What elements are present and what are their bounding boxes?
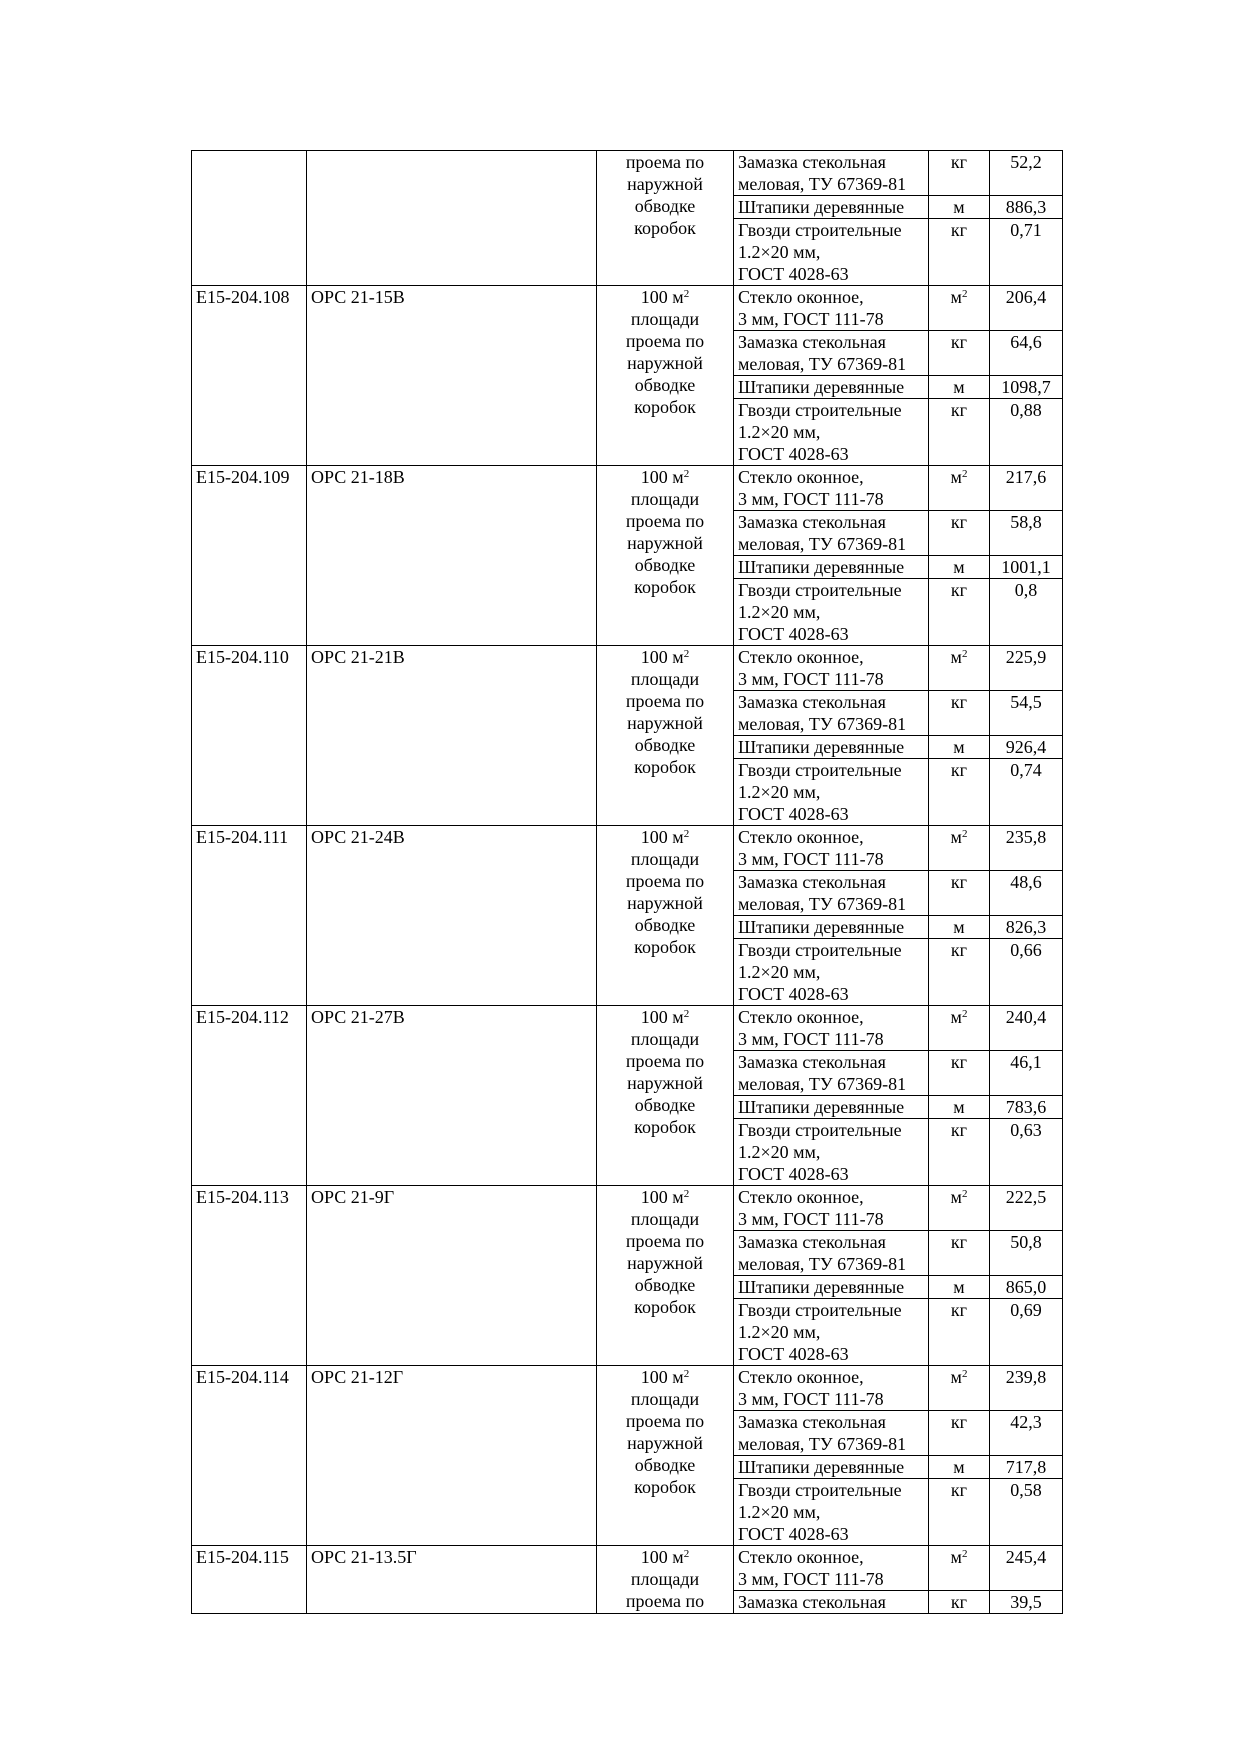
material-name-cell-line: 3 мм, ГОСТ 111-78 xyxy=(738,1029,884,1049)
norm-name-cell: ОРС 21-18В xyxy=(307,466,597,646)
superscript-two: 2 xyxy=(683,288,690,300)
material-uom-cell: кг xyxy=(929,399,990,466)
material-name-cell xyxy=(734,1366,929,1411)
measure-unit-cell-line: проема по xyxy=(625,1591,705,1611)
material-name-cell xyxy=(734,826,929,871)
material-uom-cell: кг xyxy=(929,1231,990,1276)
material-value-cell: 50,8 xyxy=(990,1231,1063,1276)
material-uom-cell: $м^2$ xyxy=(929,1546,990,1591)
measure-unit-cell-line: площади xyxy=(630,849,700,869)
norm-name-cell: ОРС 21-27В xyxy=(307,1006,597,1186)
material-uom-cell: $м^2$ xyxy=(929,1006,990,1051)
material-name-cell xyxy=(734,1096,929,1119)
measure-unit-cell-line: площади xyxy=(630,669,700,689)
superscript-two: 2 xyxy=(961,1008,968,1020)
superscript-two: 2 xyxy=(683,1548,690,1560)
material-uom-cell: м xyxy=(929,736,990,759)
material-name-cell-line: Стекло оконное, xyxy=(738,1367,864,1387)
material-name-cell xyxy=(734,1006,929,1051)
material-name-cell-line: Замазка стекольная xyxy=(738,152,886,172)
material-name-cell-line: ГОСТ 4028-63 xyxy=(738,624,849,644)
superscript-two: 2 xyxy=(683,828,690,840)
material-name-cell-line: 3 мм, ГОСТ 111-78 xyxy=(738,1569,884,1589)
material-name-cell-line: Стекло оконное, xyxy=(738,647,864,667)
material-name-cell-line: Стекло оконное, xyxy=(738,1547,864,1567)
measure-unit-cell-line: проема по xyxy=(625,691,705,711)
material-name-cell-line: Гвозди строительные xyxy=(738,220,902,240)
norm-code-cell: Е15-204.115 xyxy=(192,1546,307,1614)
measure-unit-cell-line: площади xyxy=(630,1029,700,1049)
material-name-cell-line: Гвозди строительные xyxy=(738,940,902,960)
material-name-cell-line: Замазка стекольная xyxy=(738,512,886,532)
material-uom-cell: кг xyxy=(929,939,990,1006)
material-name-cell-line: 3 мм, ГОСТ 111-78 xyxy=(738,489,884,509)
measure-unit-cell-line: обводке xyxy=(634,915,696,935)
measure-unit-cell-line: проема по xyxy=(625,331,705,351)
material-name-cell xyxy=(734,399,929,466)
material-name-cell-line: Штапики деревянные xyxy=(738,1097,905,1117)
measure-unit-cell-line: 100 $м^2$ xyxy=(640,1007,690,1027)
material-value-cell: 0,74 xyxy=(990,759,1063,826)
material-value-cell: 926,4 xyxy=(990,736,1063,759)
material-uom-cell: $м^2$ xyxy=(929,1366,990,1411)
material-uom-cell: $м^2$ xyxy=(929,286,990,331)
material-name-cell-line: Замазка стекольная xyxy=(738,1052,886,1072)
material-value-cell: 225,9 xyxy=(990,646,1063,691)
material-name-cell-line: 3 мм, ГОСТ 111-78 xyxy=(738,849,884,869)
norm-code-cell: Е15-204.110 xyxy=(192,646,307,826)
material-name-cell-line: 1.2×20 мм, xyxy=(738,602,821,622)
material-name-cell-line: 3 мм, ГОСТ 111-78 xyxy=(738,1389,884,1409)
material-name-cell-line: 3 мм, ГОСТ 111-78 xyxy=(738,1209,884,1229)
material-uom-cell: кг xyxy=(929,1479,990,1546)
material-uom-cell: кг xyxy=(929,759,990,826)
measure-unit-cell-line: 100 $м^2$ xyxy=(640,1547,690,1567)
norm-code-cell: Е15-204.112 xyxy=(192,1006,307,1186)
measure-unit-cell xyxy=(597,466,734,646)
material-name-cell xyxy=(734,871,929,916)
material-name-cell-line: Штапики деревянные xyxy=(738,917,905,937)
material-name-cell-line: Гвозди строительные xyxy=(738,400,902,420)
measure-unit-cell-line: наружной xyxy=(627,174,703,194)
measure-unit-cell xyxy=(597,826,734,1006)
material-name-cell-line: Замазка стекольная xyxy=(738,872,886,892)
material-name-cell-line: Стекло оконное, xyxy=(738,467,864,487)
material-value-cell: 239,8 xyxy=(990,1366,1063,1411)
material-name-cell: Замазка стекольная xyxy=(734,1591,929,1614)
material-name-cell-line: Гвозди строительные xyxy=(738,1480,902,1500)
material-name-cell-line: 1.2×20 мм, xyxy=(738,422,821,442)
measure-unit-cell-line: коробок xyxy=(634,397,696,417)
superscript-two: 2 xyxy=(683,1008,690,1020)
material-uom-cell: м xyxy=(929,1096,990,1119)
material-name-cell-line: Штапики деревянные xyxy=(738,1457,905,1477)
material-name-cell xyxy=(734,646,929,691)
norm-code-cell: Е15-204.111 xyxy=(192,826,307,1006)
measure-unit-cell-line: обводке xyxy=(634,735,696,755)
material-value-cell: 865,0 xyxy=(990,1276,1063,1299)
material-uom-cell: кг xyxy=(929,1299,990,1366)
material-uom-cell: кг xyxy=(929,151,990,196)
material-value-cell: 826,3 xyxy=(990,916,1063,939)
measure-unit-cell-line: 100 $м^2$ xyxy=(640,467,690,487)
norm-name-cell xyxy=(307,151,597,286)
measure-unit-cell-line: обводке xyxy=(634,375,696,395)
measure-unit-cell-line: наружной xyxy=(627,533,703,553)
norm-name-cell: ОРС 21-21В xyxy=(307,646,597,826)
measure-unit-cell-line: площади xyxy=(630,309,700,329)
material-value-cell: 783,6 xyxy=(990,1096,1063,1119)
measure-unit-cell-line: проема по xyxy=(625,1411,705,1431)
superscript-two: 2 xyxy=(961,288,968,300)
material-name-cell-line: меловая, ТУ 67369-81 xyxy=(738,174,907,194)
measure-unit-cell-line: коробок xyxy=(634,1297,696,1317)
norm-code-cell xyxy=(192,151,307,286)
material-name-cell xyxy=(734,1299,929,1366)
material-name-cell xyxy=(734,556,929,579)
material-name-cell xyxy=(734,1119,929,1186)
measure-unit-cell-line: коробок xyxy=(634,757,696,777)
measure-unit-cell-line: проема по xyxy=(625,1231,705,1251)
material-uom-cell: кг xyxy=(929,1119,990,1186)
table-row xyxy=(192,466,1063,511)
norm-code-cell: Е15-204.114 xyxy=(192,1366,307,1546)
material-name-cell-line: Штапики деревянные xyxy=(738,737,905,757)
material-name-cell-line: меловая, ТУ 67369-81 xyxy=(738,1074,907,1094)
material-value-cell: 64,6 xyxy=(990,331,1063,376)
superscript-two: 2 xyxy=(961,648,968,660)
superscript-two: 2 xyxy=(961,828,968,840)
material-name-cell-line: 1.2×20 мм, xyxy=(738,1142,821,1162)
measure-unit-cell-line: обводке xyxy=(634,1455,696,1475)
material-value-cell: 0,69 xyxy=(990,1299,1063,1366)
material-name-cell xyxy=(734,1411,929,1456)
material-value-cell: 245,4 xyxy=(990,1546,1063,1591)
superscript-two: 2 xyxy=(683,1368,690,1380)
norm-name-cell: ОРС 21-9Г xyxy=(307,1186,597,1366)
material-name-cell-line: меловая, ТУ 67369-81 xyxy=(738,714,907,734)
material-name-cell-line: Замазка стекольная xyxy=(738,692,886,712)
norm-name-cell: ОРС 21-15В xyxy=(307,286,597,466)
measure-unit-cell xyxy=(597,1546,734,1614)
material-name-cell-line: ГОСТ 4028-63 xyxy=(738,1164,849,1184)
measure-unit-cell-line: проема по xyxy=(625,871,705,891)
material-uom-cell: кг xyxy=(929,511,990,556)
norm-code-cell: Е15-204.113 xyxy=(192,1186,307,1366)
material-name-cell-line: Замазка стекольная xyxy=(738,1232,886,1252)
material-name-cell-line: ГОСТ 4028-63 xyxy=(738,444,849,464)
material-value-cell: 42,3 xyxy=(990,1411,1063,1456)
material-name-cell-line: Гвозди строительные xyxy=(738,1120,902,1140)
material-value-cell: 39,5 xyxy=(990,1591,1063,1614)
measure-unit-cell-line: проема по xyxy=(625,511,705,531)
material-name-cell-line: Замазка стекольная xyxy=(738,1412,886,1432)
measure-unit-cell-line: коробок xyxy=(634,577,696,597)
material-name-cell-line: ГОСТ 4028-63 xyxy=(738,264,849,284)
measure-unit-cell-line: обводке xyxy=(634,196,696,216)
measure-unit-cell-line: 100 $м^2$ xyxy=(640,1367,690,1387)
material-value-cell: 1001,1 xyxy=(990,556,1063,579)
material-uom-cell: $м^2$ xyxy=(929,826,990,871)
material-name-cell xyxy=(734,151,929,196)
measure-unit-cell-line: коробок xyxy=(634,1477,696,1497)
material-name-cell-line: Штапики деревянные xyxy=(738,377,905,397)
material-name-cell xyxy=(734,286,929,331)
measure-unit-cell xyxy=(597,151,734,286)
measure-unit-cell-line: площади xyxy=(630,1389,700,1409)
material-name-cell-line: 1.2×20 мм, xyxy=(738,962,821,982)
material-uom-cell: $м^2$ xyxy=(929,1186,990,1231)
material-name-cell xyxy=(734,1186,929,1231)
material-value-cell: 217,6 xyxy=(990,466,1063,511)
measure-unit-cell-line: площади xyxy=(630,1569,700,1589)
superscript-two: 2 xyxy=(683,1188,690,1200)
material-name-cell-line: ГОСТ 4028-63 xyxy=(738,804,849,824)
material-name-cell xyxy=(734,1231,929,1276)
measure-unit-cell-line: наружной xyxy=(627,353,703,373)
material-name-cell xyxy=(734,1456,929,1479)
material-name-cell-line: меловая, ТУ 67369-81 xyxy=(738,894,907,914)
measure-unit-cell xyxy=(597,646,734,826)
measure-unit-cell-line: наружной xyxy=(627,1073,703,1093)
material-value-cell: 0,66 xyxy=(990,939,1063,1006)
norms-table xyxy=(191,150,1063,1614)
material-name-cell-line: Стекло оконное, xyxy=(738,827,864,847)
material-name-cell-line: Стекло оконное, xyxy=(738,1007,864,1027)
material-value-cell: 0,63 xyxy=(990,1119,1063,1186)
material-value-cell: 0,88 xyxy=(990,399,1063,466)
material-name-cell-line: меловая, ТУ 67369-81 xyxy=(738,534,907,554)
material-value-cell: 52,2 xyxy=(990,151,1063,196)
material-name-cell xyxy=(734,1546,929,1591)
material-name-cell xyxy=(734,1276,929,1299)
material-value-cell: 46,1 xyxy=(990,1051,1063,1096)
table-row xyxy=(192,1186,1063,1231)
norm-code-cell: Е15-204.108 xyxy=(192,286,307,466)
measure-unit-cell-line: 100 $м^2$ xyxy=(640,647,690,667)
material-name-cell-line: ГОСТ 4028-63 xyxy=(738,1344,849,1364)
measure-unit-cell xyxy=(597,1186,734,1366)
material-name-cell xyxy=(734,511,929,556)
material-name-cell xyxy=(734,916,929,939)
material-uom-cell: кг xyxy=(929,219,990,286)
measure-unit-cell-line: наружной xyxy=(627,893,703,913)
material-name-cell xyxy=(734,939,929,1006)
material-value-cell: 717,8 xyxy=(990,1456,1063,1479)
material-name-cell-line: Штапики деревянные xyxy=(738,1277,905,1297)
table-row xyxy=(192,1546,1063,1591)
material-name-cell xyxy=(734,691,929,736)
material-value-cell: 235,8 xyxy=(990,826,1063,871)
measure-unit-cell-line: наружной xyxy=(627,1253,703,1273)
material-uom-cell: м xyxy=(929,196,990,219)
material-name-cell xyxy=(734,736,929,759)
material-name-cell-line: меловая, ТУ 67369-81 xyxy=(738,1254,907,1274)
superscript-two: 2 xyxy=(683,648,690,660)
measure-unit-cell-line: коробок xyxy=(634,1117,696,1137)
superscript-two: 2 xyxy=(961,468,968,480)
material-value-cell: 1098,7 xyxy=(990,376,1063,399)
material-name-cell-line: Стекло оконное, xyxy=(738,287,864,307)
norm-name-cell: ОРС 21-13.5Г xyxy=(307,1546,597,1614)
measure-unit-cell-line: 100 $м^2$ xyxy=(640,287,690,307)
material-uom-cell: $м^2$ xyxy=(929,466,990,511)
table-row xyxy=(192,1006,1063,1051)
material-name-cell-line: 1.2×20 мм, xyxy=(738,782,821,802)
material-name-cell xyxy=(734,759,929,826)
material-name-cell-line: Штапики деревянные xyxy=(738,197,905,217)
measure-unit-cell-line: наружной xyxy=(627,1433,703,1453)
material-uom-cell: кг xyxy=(929,871,990,916)
material-uom-cell: кг xyxy=(929,1591,990,1614)
material-name-cell xyxy=(734,196,929,219)
superscript-two: 2 xyxy=(961,1548,968,1560)
material-uom-cell: кг xyxy=(929,579,990,646)
measure-unit-cell-line: наружной xyxy=(627,713,703,733)
material-uom-cell: м xyxy=(929,556,990,579)
material-value-cell: 58,8 xyxy=(990,511,1063,556)
material-name-cell-line: меловая, ТУ 67369-81 xyxy=(738,1434,907,1454)
material-uom-cell: м xyxy=(929,1456,990,1479)
material-value-cell: 206,4 xyxy=(990,286,1063,331)
measure-unit-cell-line: 100 $м^2$ xyxy=(640,827,690,847)
material-name-cell-line: 1.2×20 мм, xyxy=(738,242,821,262)
material-uom-cell: $м^2$ xyxy=(929,646,990,691)
material-name-cell xyxy=(734,219,929,286)
material-name-cell-line: Гвозди строительные xyxy=(738,760,902,780)
measure-unit-cell-line: обводке xyxy=(634,1275,696,1295)
material-name-cell xyxy=(734,331,929,376)
measure-unit-cell-line: площади xyxy=(630,489,700,509)
superscript-two: 2 xyxy=(961,1368,968,1380)
table-row xyxy=(192,151,1063,196)
superscript-two: 2 xyxy=(961,1188,968,1200)
material-uom-cell: кг xyxy=(929,1411,990,1456)
measure-unit-cell-line: обводке xyxy=(634,555,696,575)
superscript-two: 2 xyxy=(683,468,690,480)
material-name-cell-line: ГОСТ 4028-63 xyxy=(738,1524,849,1544)
material-value-cell: 886,3 xyxy=(990,196,1063,219)
norm-code-cell: Е15-204.109 xyxy=(192,466,307,646)
material-value-cell: 0,8 xyxy=(990,579,1063,646)
material-value-cell: 54,5 xyxy=(990,691,1063,736)
material-name-cell-line: Стекло оконное, xyxy=(738,1187,864,1207)
material-value-cell: 48,6 xyxy=(990,871,1063,916)
measure-unit-cell-line: проема по xyxy=(625,152,705,172)
material-name-cell-line: Замазка стекольная xyxy=(738,332,886,352)
material-name-cell-line: Гвозди строительные xyxy=(738,580,902,600)
material-value-cell: 240,4 xyxy=(990,1006,1063,1051)
material-uom-cell: м xyxy=(929,376,990,399)
material-uom-cell: м xyxy=(929,916,990,939)
table-row xyxy=(192,826,1063,871)
material-uom-cell: кг xyxy=(929,331,990,376)
measure-unit-cell-line: коробок xyxy=(634,218,696,238)
measure-unit-cell-line: 100 $м^2$ xyxy=(640,1187,690,1207)
measure-unit-cell-line: обводке xyxy=(634,1095,696,1115)
material-name-cell-line: 3 мм, ГОСТ 111-78 xyxy=(738,309,884,329)
material-uom-cell: кг xyxy=(929,1051,990,1096)
material-value-cell: 0,58 xyxy=(990,1479,1063,1546)
material-uom-cell: м xyxy=(929,1276,990,1299)
material-name-cell-line: 1.2×20 мм, xyxy=(738,1502,821,1522)
norm-name-cell: ОРС 21-24В xyxy=(307,826,597,1006)
material-name-cell xyxy=(734,376,929,399)
measure-unit-cell xyxy=(597,1006,734,1186)
material-name-cell xyxy=(734,1479,929,1546)
measure-unit-cell-line: площади xyxy=(630,1209,700,1229)
table-row xyxy=(192,286,1063,331)
material-uom-cell: кг xyxy=(929,691,990,736)
material-name-cell-line: 3 мм, ГОСТ 111-78 xyxy=(738,669,884,689)
material-name-cell-line: ГОСТ 4028-63 xyxy=(738,984,849,1004)
material-name-cell-line: 1.2×20 мм, xyxy=(738,1322,821,1342)
material-name-cell-line: Штапики деревянные xyxy=(738,557,905,577)
material-name-cell xyxy=(734,466,929,511)
measure-unit-cell-line: коробок xyxy=(634,937,696,957)
material-value-cell: 222,5 xyxy=(990,1186,1063,1231)
material-name-cell-line: меловая, ТУ 67369-81 xyxy=(738,354,907,374)
material-name-cell xyxy=(734,1051,929,1096)
measure-unit-cell xyxy=(597,286,734,466)
measure-unit-cell-line: проема по xyxy=(625,1051,705,1071)
table-row xyxy=(192,646,1063,691)
norm-name-cell: ОРС 21-12Г xyxy=(307,1366,597,1546)
material-name-cell xyxy=(734,579,929,646)
material-value-cell: 0,71 xyxy=(990,219,1063,286)
table-row xyxy=(192,1366,1063,1411)
measure-unit-cell xyxy=(597,1366,734,1546)
material-name-cell-line: Гвозди строительные xyxy=(738,1300,902,1320)
